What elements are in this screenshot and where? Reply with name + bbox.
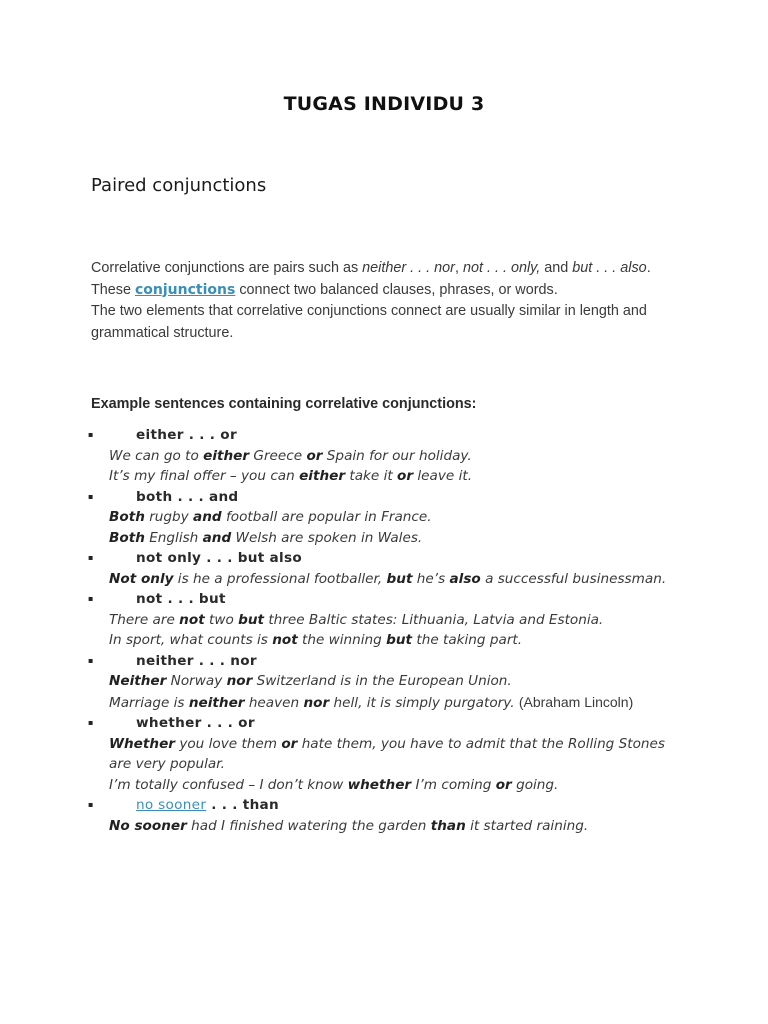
example-sentences (109, 816, 669, 837)
intro-text (91, 258, 681, 344)
conjunction-word: Both (109, 509, 145, 525)
sentence-text: Spain for our holiday. (322, 447, 472, 464)
sentence-text: Welsh are spoken in Wales. (231, 529, 423, 546)
intro-text-run: Correlative conjunctions are pairs such as (91, 260, 363, 276)
list-item-heading (0, 795, 768, 816)
conjunction-word: not (179, 611, 205, 628)
conjunction-pair: whether . . . or (136, 715, 255, 731)
intro-text-run: and (540, 260, 573, 276)
sentence-text: hell, it is simply purgatory. (329, 694, 519, 711)
sentence-text: Greece (249, 447, 307, 464)
conjunction-word: nor (226, 673, 253, 689)
conjunction-pair: not only . . . but also (136, 550, 303, 566)
conjunction-word: either (203, 447, 250, 464)
page-title: TUGAS INDIVIDU 3 (283, 93, 485, 115)
examples-heading: Example sentences containing correlative conjunctions: (91, 396, 477, 412)
list-item-heading (0, 425, 768, 446)
sentence-text: English (144, 529, 203, 546)
conjunction-word: No sooner (109, 817, 187, 834)
sentence-text: is he a professional footballer, (173, 570, 387, 587)
conjunction-word: not (272, 632, 298, 648)
conjunction-word: nor (303, 694, 330, 711)
sentence-text: Marriage is (109, 694, 189, 711)
list-item (0, 589, 768, 651)
intro-paragraph-2: The two elements that correlative conjunctions connect are usually similar in length and grammatical structure. (91, 303, 647, 341)
sentence-text: the taking part. (412, 632, 523, 648)
conjunction-word: Neither (109, 673, 167, 689)
conjunction-word: but (238, 611, 265, 628)
conjunction-word: neither (188, 694, 245, 711)
list-item (0, 651, 768, 714)
sentence-text: leave it. (413, 468, 473, 484)
example-sentences (109, 569, 669, 590)
example-sentence (109, 692, 669, 714)
conjunction-word: Not only (109, 570, 174, 587)
example-sentence (109, 569, 669, 590)
intro-text-run: connect two balanced clauses, phrases, or words. (235, 281, 558, 298)
section-heading: Paired conjunctions (91, 175, 267, 196)
conjunction-word: and (202, 529, 232, 546)
conjunction-word: than (430, 817, 466, 834)
example-sentence (109, 446, 669, 467)
bullet-icon: ▪ (88, 718, 94, 727)
list-item-heading (0, 713, 768, 734)
bullet-icon: ▪ (88, 655, 94, 665)
sentence-text: the winning (297, 632, 387, 648)
intro-example-neither-nor: neither . . . nor (362, 260, 455, 276)
conjunction-word: but (386, 570, 413, 587)
example-sentences (109, 446, 669, 487)
list-item-heading (0, 651, 768, 672)
conjunction-word: whether (347, 776, 412, 793)
conjunction-word: or (397, 468, 414, 484)
sentence-text: it started raining. (465, 817, 589, 834)
intro-example-not-only: not . . . only, (462, 260, 541, 276)
intro-paragraph-1 (91, 258, 681, 301)
example-sentence (109, 775, 669, 796)
example-sentence (109, 630, 669, 651)
list-item (0, 548, 768, 589)
sentence-text: football are popular in France. (221, 509, 432, 525)
bullet-icon: ▪ (88, 430, 94, 439)
example-sentence (109, 734, 669, 775)
no-sooner-link[interactable]: no sooner (136, 797, 207, 813)
conjunction-word: either (299, 468, 346, 484)
list-item (0, 795, 768, 836)
list-item-heading (0, 589, 768, 610)
list-item (0, 425, 768, 487)
conjunction-pair: neither . . . nor (136, 652, 257, 669)
sentence-text: In sport, what counts is (109, 632, 273, 648)
examples-list (0, 425, 768, 836)
conjunction-word: but (386, 632, 413, 648)
sentence-text: It’s my final offer – you can (109, 468, 300, 484)
sentence-text: hate them, you have to admit that the Rolling Stones are very popular. (109, 735, 665, 772)
bullet-icon: ▪ (88, 800, 94, 809)
example-sentence (109, 610, 669, 631)
example-sentence (109, 507, 669, 528)
sentence-text: a successful businessman. (480, 570, 667, 587)
sentence-text: I’m coming (411, 776, 496, 793)
example-sentence (109, 671, 669, 692)
conjunction-pair: either . . . or (136, 427, 237, 443)
bullet-icon: ▪ (88, 491, 94, 501)
sentence-text: We can go to (109, 447, 204, 464)
sentence-text: Norway (166, 673, 227, 689)
conjunction-word: or (306, 447, 323, 464)
sentence-text: going. (511, 776, 559, 793)
intro-text-run: . These (91, 260, 651, 298)
conjunction-pair-rest: . . . than (206, 797, 279, 813)
example-sentences (109, 610, 669, 651)
conjunction-word: or (281, 735, 298, 752)
list-item (0, 713, 768, 795)
sentence-text: I’m totally confused – I don’t know (109, 776, 348, 793)
sentence-text: rugby (144, 509, 194, 525)
conjunction-pair (136, 795, 279, 816)
example-sentences (109, 734, 669, 796)
conjunction-word: or (495, 776, 512, 793)
conjunction-word: and (193, 509, 222, 525)
conjunction-word: Whether (109, 735, 175, 752)
conjunctions-link[interactable]: conjunctions (135, 281, 236, 298)
example-sentence (109, 816, 669, 837)
sentence-text: Switzerland is in the European Union. (252, 673, 512, 689)
bullet-icon: ▪ (88, 594, 94, 603)
list-item (0, 487, 768, 549)
sentence-text: he’s (412, 570, 450, 587)
example-sentence (109, 528, 669, 549)
sentence-text: take it (345, 468, 398, 484)
conjunction-pair: not . . . but (136, 591, 226, 607)
intro-text-run: , (454, 260, 463, 276)
conjunction-word: also (449, 570, 481, 587)
conjunction-pair: both . . . and (136, 488, 239, 505)
sentence-text: three Baltic states: Lithuania, Latvia and Estonia. (264, 611, 604, 628)
bullet-icon: ▪ (88, 553, 94, 562)
example-sentences (109, 671, 669, 713)
sentence-text: There are (109, 611, 180, 628)
quote-attribution: (Abraham Lincoln) (518, 693, 634, 710)
sentence-text: two (204, 611, 239, 628)
example-sentences (109, 507, 669, 548)
conjunction-word: Both (109, 529, 145, 546)
sentence-text: you love them (175, 735, 282, 752)
list-item-heading (0, 548, 768, 569)
sentence-text: had I finished watering the garden (186, 817, 431, 834)
list-item-heading (0, 487, 768, 508)
sentence-text: heaven (244, 694, 304, 711)
example-sentence (109, 466, 669, 487)
intro-example-but-also: but . . . also (572, 260, 647, 276)
